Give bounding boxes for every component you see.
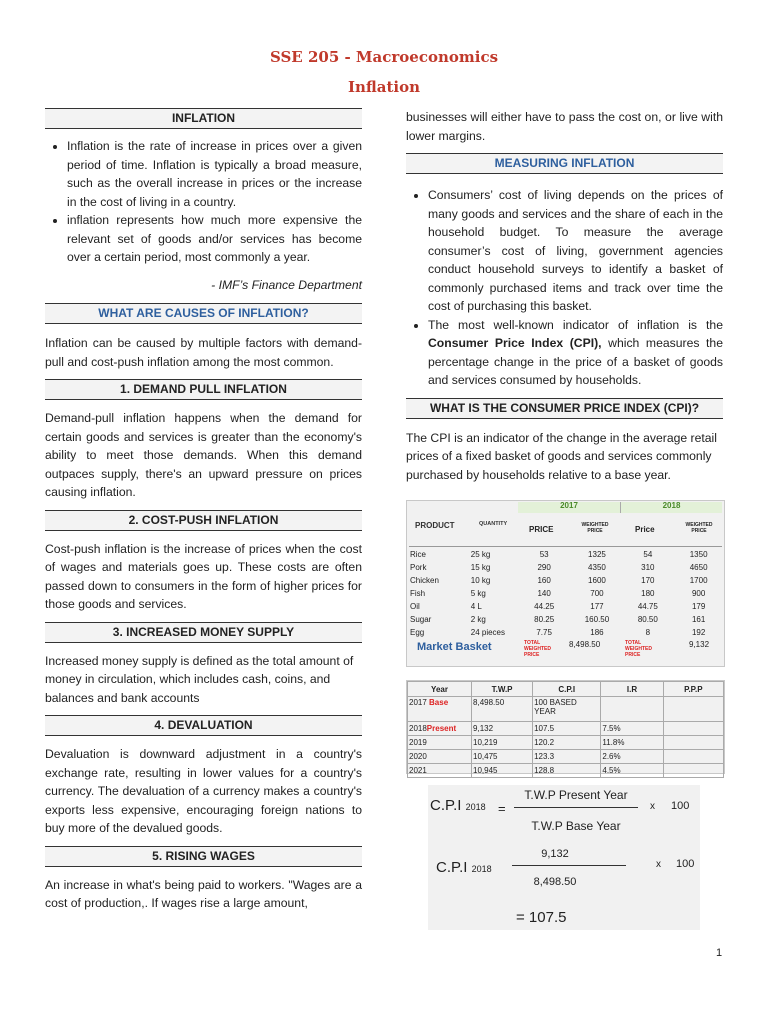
demand-pull-heading: 1. DEMAND PULL INFLATION xyxy=(45,379,362,400)
col-price-2017: PRICE xyxy=(529,525,554,534)
col-price-2018: Price xyxy=(635,525,655,534)
quote-attribution: - IMF’s Finance Department xyxy=(211,277,362,292)
formula-numerator-label: T.W.P Present Year xyxy=(524,788,628,802)
cost-push-heading: 2. COST-PUSH INFLATION xyxy=(45,510,362,531)
col-quantity: QUANTITY xyxy=(479,521,508,527)
table-row: 2021 10,945 128.8 4.5% xyxy=(408,764,724,778)
devaluation-heading: 4. DEVALUATION xyxy=(45,715,362,736)
list-item: • Inflation is the rate of increase in prices over a given period of time. Inflation is typically a broad measure, such as the overall increase in prices or the increase in the cost of living in a country. xyxy=(67,137,362,211)
formula-hundred-2: 100 xyxy=(676,858,695,870)
list-item: • Consumers’ cost of living depends on the prices of many goods and services and the share of each in the household budget. To measure the average consumer’s cost of living, government agencies conduct household surveys to identify a basket of commonly purchased items and track over time the cost of purchasing this basket. xyxy=(428,186,723,316)
formula-cpi-label: C.P.I 2018 xyxy=(430,797,486,814)
table-row: Rice 25 kg 53 1325 54 1350 xyxy=(410,550,708,559)
formula-denominator-label: T.W.P Base Year xyxy=(531,819,621,833)
continuation-text: businesses will either have to pass the cost on, or live with lower margins. xyxy=(406,110,723,143)
table-row: Oil 4 L 44.25 177 44.75 179 xyxy=(410,602,706,611)
total-label-2017: TOTAL WEIGHTED PRICE xyxy=(524,640,551,658)
base-tag: Base xyxy=(429,698,449,707)
table-row: 2017 Base 8,498.50 100 BASED YEAR xyxy=(408,697,724,722)
formula-times: x xyxy=(650,801,655,812)
devaluation-text: Devaluation is downward adjustment in a country's exchange rate, resulting in lower values for a country's currency. The devaluation of a currency makes a country's exports less expensive, encouraging foreign nations to buy more of the devalued goods. xyxy=(45,747,362,835)
cpi-table-header: Year T.W.P C.P.I I.R P.P.P xyxy=(408,682,724,697)
formula-numerator-value: 9,132 xyxy=(541,848,569,860)
year-2017-label: 2017 xyxy=(560,501,578,510)
table-row: Egg 24 pieces 7.75 186 8 192 xyxy=(410,628,706,637)
cpi-formula xyxy=(428,785,700,930)
causes-heading: WHAT ARE CAUSES OF INFLATION? xyxy=(45,303,362,324)
formula-fraction-bar xyxy=(514,807,638,808)
measuring-bullets xyxy=(406,186,723,390)
table-row: 2019 10,219 120.2 11.8% xyxy=(408,736,724,750)
cpi-heading: WHAT IS THE CONSUMER PRICE INDEX (CPI)? xyxy=(406,398,723,419)
table-row: Sugar 2 kg 80.25 160.50 80.50 161 xyxy=(410,615,706,624)
cpi-bullet-post: which measures the percentage change in the price of a basket of goods and services consumed by households. xyxy=(428,336,723,387)
table-row: 2018Present 9,132 107.5 7.5% xyxy=(408,722,724,736)
left-column xyxy=(45,108,362,913)
rising-wages-text: An increase in what's being paid to workers. "Wages are a cost of production,. If wages rise a large amount, xyxy=(45,877,362,910)
inflation-heading: INFLATION xyxy=(45,108,362,129)
list-item: • inflation represents how much more expensive the relevant set of goods and/or services has become over a certain period, most commonly a year. xyxy=(67,211,362,267)
inflation-bullets xyxy=(45,137,362,267)
basket-rows xyxy=(409,548,724,639)
list-item xyxy=(428,316,723,390)
causes-text: Inflation can be caused by multiple factors with demand-pull and cost-push inflation among the most common. xyxy=(45,336,362,369)
page-title: Inflation xyxy=(347,78,421,96)
total-label-2018: TOTAL WEIGHTED PRICE xyxy=(625,640,652,658)
table-row: Pork 15 kg 290 4350 310 4650 xyxy=(410,563,708,572)
present-tag: Present xyxy=(426,724,457,733)
measuring-heading: MEASURING INFLATION xyxy=(406,153,723,174)
cpi-bullet-pre: The most well-known indicator of inflation is the xyxy=(428,317,723,332)
total-2017: 8,498.50 xyxy=(569,640,601,649)
money-supply-heading: 3. INCREASED MONEY SUPPLY xyxy=(45,622,362,643)
col-product: PRODUCT xyxy=(415,521,455,530)
page-number: 1 xyxy=(716,947,723,959)
course-title: SSE 205 - Macroeconomics xyxy=(269,48,499,66)
formula-cpi-label-2: C.P.I 2018 xyxy=(436,859,492,876)
cpi-text: The CPI is an indicator of the change in the average retail prices of a fixed basket of goods and services commonly purchased by households relative to a base year. xyxy=(406,430,717,482)
formula-equals: = xyxy=(498,801,506,816)
year-2018-label: 2018 xyxy=(662,501,681,510)
cost-push-text: Cost-push inflation is the increase of prices when the cost of wages and materials goes up. These costs are often passed down to consumers in the form of higher prices for those goods and services. xyxy=(45,541,362,611)
total-2018: 9,132 xyxy=(689,640,710,649)
market-basket-table xyxy=(406,500,725,667)
formula-result: = 107.5 xyxy=(516,909,567,926)
formula-fraction-bar-2 xyxy=(512,865,626,866)
money-supply-text: Increased money supply is defined as the total amount of money in circulation, which includes cash, coins, and balances and bank accounts xyxy=(45,653,354,705)
demand-pull-text: Demand-pull inflation happens when the demand for certain goods and services is greater than the economy's ability to meet those demands. When this demand outpaces supply, there's an upward pressure on prices causing inflation. xyxy=(45,411,362,499)
formula-denominator-value: 8,498.50 xyxy=(533,876,577,888)
table-row: Chicken 10 kg 160 1600 170 1700 xyxy=(410,576,708,585)
formula-hundred: 100 xyxy=(671,800,690,812)
col-weighted-2018: WEIGHTED PRICE xyxy=(685,522,713,534)
formula-times-2: x xyxy=(656,859,661,870)
market-basket-label: Market Basket xyxy=(417,641,492,653)
col-weighted-2017: WEIGHTED PRICE xyxy=(581,522,609,534)
right-column xyxy=(406,108,723,484)
cpi-table xyxy=(406,680,725,774)
table-row: Fish 5 kg 140 700 180 900 xyxy=(410,589,706,598)
cpi-bullet-bold: Consumer Price Index (CPI), xyxy=(428,336,602,350)
table-row: 2020 10,475 123.3 2.6% xyxy=(408,750,724,764)
rising-wages-heading: 5. RISING WAGES xyxy=(45,846,362,867)
